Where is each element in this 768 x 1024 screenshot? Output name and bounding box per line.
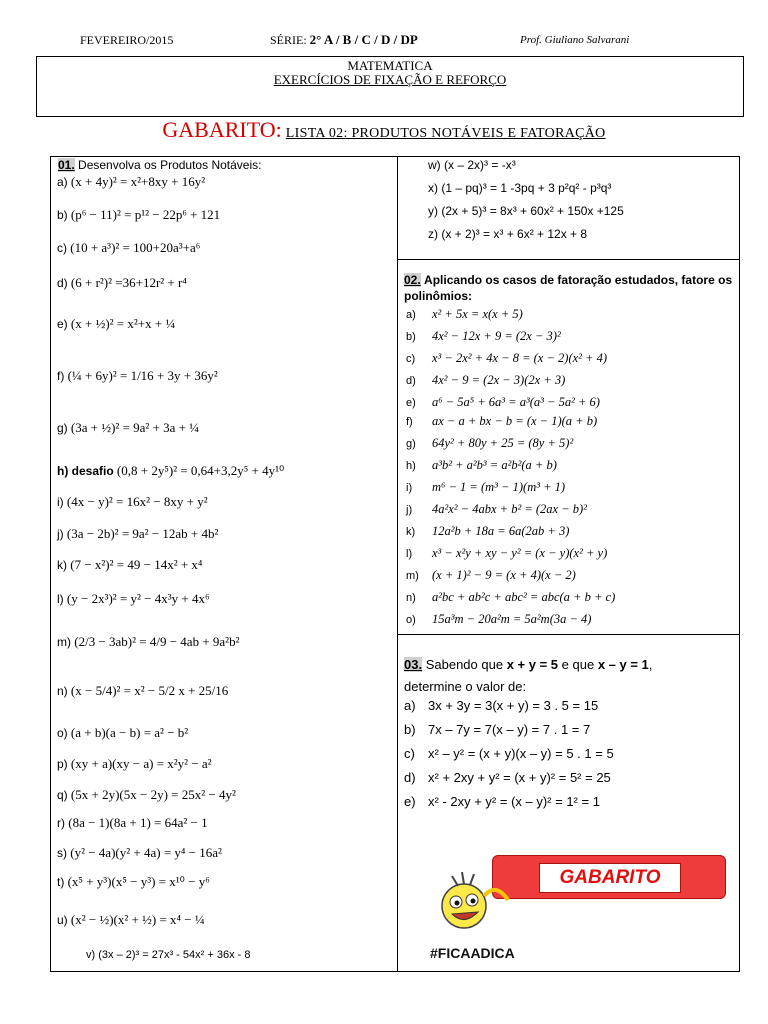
q2-number: 02. bbox=[404, 273, 421, 287]
q3-item: e) x² - 2xy + y² = (x – y)² = 1² = 1 bbox=[404, 794, 600, 809]
q1-item: d) (6 + r²)² =36+12r² + r⁴ bbox=[57, 275, 187, 290]
q3-condition-2: x – y = 1 bbox=[597, 657, 649, 672]
q2-item: m) (x + 1)² − 9 = (x + 4)(x − 2) bbox=[406, 568, 576, 582]
q1-item: s) (y² − 4a)(y² + 4a) = y⁴ − 16a² bbox=[57, 845, 222, 860]
q1-item: f) (¼ + 6y)² = 1/16 + 3y + 36y² bbox=[57, 368, 218, 383]
teacher-name: Prof. Giuliano Salvarani bbox=[520, 34, 630, 46]
q1-item: r) (8a − 1)(8a + 1) = 64a² − 1 bbox=[57, 815, 208, 830]
q1-item: k) (7 − x²)² = 49 − 14x² + x⁴ bbox=[57, 557, 203, 572]
q3-item: c) x² – y² = (x + y)(x – y) = 5 . 1 = 5 bbox=[404, 746, 614, 761]
q2-item: j) 4a²x² − 4abx + b² = (2ax − b)² bbox=[406, 502, 587, 516]
section-divider-1 bbox=[398, 259, 739, 260]
q2-item: i) m⁶ − 1 = (m³ − 1)(m³ + 1) bbox=[406, 480, 566, 494]
q3-header: 03. Sabendo que x + y = 5 e que x – y = 1, determine o valor de: bbox=[404, 657, 653, 694]
q1-item: a) (x + 4y)² = x²+8xy + 16y² bbox=[57, 174, 206, 189]
q2-item: d) 4x² − 9 = (2x − 3)(2x + 3) bbox=[406, 373, 566, 387]
q3-item: d) x² + 2xy + y² = (x + y)² = 5² = 25 bbox=[404, 770, 611, 785]
q2-item: l) x³ − x²y + xy − y² = (x − y)(x² + y) bbox=[406, 546, 608, 560]
subject-title: MATEMATICA bbox=[347, 58, 433, 73]
q1-right-item: y) (2x + 5)³ = 8x³ + 60x² + 150x +125 bbox=[428, 204, 624, 218]
q1-item: g) (3a + ½)² = 9a² + 3a + ¼ bbox=[57, 420, 200, 435]
q1-item: c) (10 + a³)² = 100+20a³+a⁶ bbox=[57, 240, 201, 255]
q1-item: v) (3x – 2)³ = 27x³ - 54x² + 36x - 8 bbox=[86, 949, 251, 961]
gabarito-stamp-text: GABARITO bbox=[539, 863, 681, 893]
q1-number: 01. bbox=[58, 158, 75, 172]
q2-item: g) 64y² + 80y + 25 = (8y + 5)² bbox=[406, 436, 574, 450]
q1-item: j) (3a − 2b)² = 9a² − 12ab + 4b² bbox=[57, 526, 219, 541]
q1-item: i) (4x − y)² = 16x² − 8xy + y² bbox=[57, 494, 208, 509]
q1-right-item: z) (x + 2)³ = x³ + 6x² + 12x + 8 bbox=[428, 227, 588, 241]
gabarito-label: GABARITO: bbox=[162, 117, 282, 142]
q2-item: k) 12a²b + 18a = 6a(2ab + 3) bbox=[406, 524, 570, 538]
q2-prompt: Aplicando os casos de fatoração estudados, fatore os polinômios: bbox=[404, 273, 733, 303]
section-divider-2 bbox=[398, 634, 739, 635]
serie-label: SÉRIE: bbox=[270, 33, 307, 47]
q1-item: b) (p⁶ − 11)² = p¹² − 22p⁶ + 121 bbox=[57, 207, 221, 222]
q1-item: q) (5x + 2y)(5x − 2y) = 25x² − 4y² bbox=[57, 787, 236, 802]
q3-condition-1: x + y = 5 bbox=[506, 657, 559, 672]
q1-prompt: Desenvolva os Produtos Notáveis: bbox=[78, 158, 262, 172]
q1-item: n) (x − 5/4)² = x² − 5/2 x + 25/16 bbox=[57, 683, 229, 698]
column-divider bbox=[397, 157, 398, 971]
q1-header bbox=[58, 158, 261, 172]
q2-item: a) x² + 5x = x(x + 5) bbox=[406, 307, 523, 321]
q1-item: e) (x + ½)² = x²+x + ¼ bbox=[57, 316, 176, 331]
q3-number: 03. bbox=[404, 657, 423, 672]
q1-item: u) (x² − ½)(x² + ½) = x⁴ − ¼ bbox=[57, 912, 205, 927]
q2-item: n) a²bc + ab²c + abc² = abc(a + b + c) bbox=[406, 590, 616, 604]
q2-item: h) a³b² + a²b³ = a²b²(a + b) bbox=[406, 458, 557, 472]
q1-right-item: x) (1 – pq)³ = 1 -3pq + 3 p²q² - p³q³ bbox=[428, 181, 612, 195]
date-label: FEVEREIRO/2015 bbox=[80, 33, 174, 47]
q2-header bbox=[404, 272, 734, 304]
q3-item: b) 7x – 7y = 7(x – y) = 7 . 1 = 7 bbox=[404, 722, 591, 737]
q3-prompt-line2: determine o valor de: bbox=[404, 679, 527, 694]
list-title: LISTA 02: PRODUTOS NOTÁVEIS E FATORAÇÃO bbox=[285, 126, 606, 141]
worksheet-header bbox=[36, 56, 744, 117]
q1-item: t) (x⁵ + y³)(x⁵ − y³) = x¹⁰ − y⁶ bbox=[57, 874, 210, 889]
q2-item: c) x³ − 2x² + 4x − 8 = (x − 2)(x² + 4) bbox=[406, 351, 607, 365]
q1-item: p) (xy + a)(xy − a) = x²y² − a² bbox=[57, 756, 212, 771]
q2-item: e) a⁶ − 5a⁵ + 6a³ = a³(a³ − 5a² + 6) bbox=[406, 395, 600, 409]
page-title bbox=[0, 117, 768, 143]
q1-right-item: w) (x – 2x)³ = -x³ bbox=[428, 158, 516, 172]
q1-item: l) (y − 2x³)² = y² − 4x³y + 4x⁶ bbox=[57, 591, 210, 606]
q1-item: h) desafio (0,8 + 2y⁵)² = 0,64+3,2y⁵ + 4y¹⁰ bbox=[57, 463, 285, 478]
q2-item: f) ax − a + bx − b = (x − 1)(a + b) bbox=[406, 414, 598, 428]
serie-line bbox=[270, 32, 418, 48]
q1-item: m) (2/3 − 3ab)² = 4/9 − 4ab + 9a²b² bbox=[57, 634, 240, 649]
q2-item: b) 4x² − 12x + 9 = (2x − 3)² bbox=[406, 329, 561, 343]
mascot-logo-text: #FICAADICA bbox=[430, 945, 515, 961]
mascot-logo bbox=[428, 866, 528, 964]
serie-value: 2° A / B / C / D / DP bbox=[309, 32, 418, 47]
q3-item: a) 3x + 3y = 3(x + y) = 3 . 5 = 15 bbox=[404, 698, 599, 713]
q2-item: o) 15a³m − 20a²m = 5a²m(3a − 4) bbox=[406, 612, 592, 626]
worksheet-subtitle: EXERCÍCIOS DE FIXAÇÃO E REFORÇO bbox=[273, 72, 507, 87]
q1-item: o) (a + b)(a − b) = a² − b² bbox=[57, 725, 189, 740]
